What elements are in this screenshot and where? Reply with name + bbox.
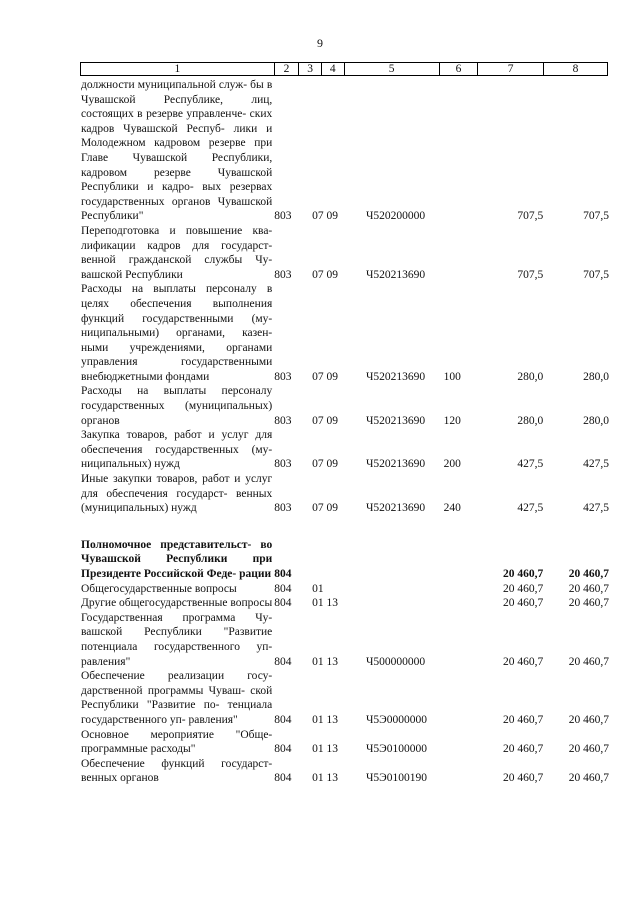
header-col-6: 6 bbox=[439, 63, 477, 75]
row-section-code: 01 13 bbox=[312, 713, 338, 726]
row-section-code: 07 09 bbox=[312, 458, 338, 471]
table-row bbox=[81, 596, 609, 611]
table-row bbox=[81, 472, 609, 516]
row-name: Переподготовка и повышение ква- лификации кадров для государст- венной гражданской службы Чу- вашской Республики bbox=[81, 224, 273, 281]
row-target-article: Ч520213690 bbox=[365, 458, 426, 471]
row-name: Закупка товаров, работ и услуг для обеспечения государственных (му- ниципальных) нужд bbox=[81, 429, 273, 471]
row-amount-col7: 427,5 bbox=[517, 458, 544, 471]
row-target-article: Ч520213690 bbox=[365, 370, 426, 383]
row-amount-col8: 427,5 bbox=[583, 458, 610, 471]
row-amount-col8: 427,5 bbox=[583, 502, 610, 515]
row-ministry-code: 803 bbox=[274, 210, 292, 223]
row-target-article: Ч500000000 bbox=[365, 655, 426, 668]
row-ministry-code: 803 bbox=[274, 370, 292, 383]
row-section-code: 01 13 bbox=[312, 655, 338, 668]
row-expense-type: 120 bbox=[443, 414, 461, 427]
row-ministry-code: 804 bbox=[274, 713, 292, 726]
row-section-code: 07 09 bbox=[312, 502, 338, 515]
row-target-article: Ч5Э0100000 bbox=[365, 743, 428, 756]
table-row bbox=[81, 728, 609, 757]
row-ministry-code: 804 bbox=[274, 582, 292, 595]
row-amount-col8: 20 460,7 bbox=[568, 713, 610, 726]
row-ministry-code: 803 bbox=[274, 502, 292, 515]
row-amount-col8: 20 460,7 bbox=[568, 655, 610, 668]
row-ministry-code: 804 bbox=[274, 772, 292, 785]
row-name: должности муниципальной служ- бы в Чувашской Республике, лиц, состоящих в резерве управленче- ских кадров Чувашской Респуб- лики и Молодежном кадровом резерве при Главе Чувашской Республики, кадровом резерве Чувашской Республики и кадро- вых резервах государственных органов Чувашской Республики" bbox=[81, 79, 273, 223]
row-amount-col7: 20 460,7 bbox=[503, 597, 544, 610]
row-section-code: 07 09 bbox=[312, 268, 338, 281]
row-amount-col7: 427,5 bbox=[517, 502, 544, 515]
row-amount-col8: 707,5 bbox=[583, 210, 610, 223]
row-section-code: 07 09 bbox=[312, 370, 338, 383]
table-row bbox=[81, 538, 609, 582]
row-name: Иные закупки товаров, работ и услуг для обеспечения государст- венных (муниципальных) нужд bbox=[81, 473, 273, 515]
row-amount-col8: 20 460,7 bbox=[568, 772, 610, 785]
header-col-2: 2 bbox=[274, 63, 299, 75]
row-name: Общегосударственные вопросы bbox=[81, 582, 237, 595]
row-ministry-code: 803 bbox=[274, 414, 292, 427]
row-name: Другие общегосударственные вопросы bbox=[81, 597, 273, 610]
table-row bbox=[81, 384, 609, 428]
row-amount-col7: 707,5 bbox=[517, 268, 544, 281]
row-name: Обеспечение функций государст- венных органов bbox=[81, 757, 273, 785]
header-col-1: 1 bbox=[174, 63, 181, 75]
row-section-code: 01 13 bbox=[312, 597, 338, 610]
table-row bbox=[81, 282, 609, 384]
header-col-7: 7 bbox=[477, 63, 543, 75]
row-amount-col7: 20 460,7 bbox=[503, 772, 544, 785]
row-section-code: 01 13 bbox=[312, 772, 338, 785]
row-amount-col7: 280,0 bbox=[517, 414, 544, 427]
row-amount-col8: 280,0 bbox=[583, 414, 610, 427]
row-section-code: 07 09 bbox=[312, 210, 338, 223]
page-number: 9 bbox=[317, 36, 323, 50]
row-target-article: Ч520213690 bbox=[365, 414, 426, 427]
row-amount-col8: 20 460,7 bbox=[568, 582, 610, 595]
row-amount-col7: 280,0 bbox=[517, 370, 544, 383]
table-row bbox=[81, 224, 609, 282]
row-name: Расходы на выплаты персоналу в целях обеспечения выполнения функций государственными (му- ниципальными) органами, казен- ными учреждениями, органами управления государственными внебюджетными фондами bbox=[81, 283, 273, 383]
row-amount-col7: 20 460,7 bbox=[503, 743, 544, 756]
row-amount-col7: 20 460,7 bbox=[503, 582, 544, 595]
row-section-code: 01 bbox=[312, 582, 324, 595]
row-amount-col7: 20 460,7 bbox=[503, 713, 544, 726]
table-row bbox=[81, 611, 609, 669]
table-row bbox=[81, 669, 609, 727]
row-amount-col7: 707,5 bbox=[517, 210, 544, 223]
row-ministry-code: 804 bbox=[274, 655, 292, 668]
row-target-article: Ч520213690 bbox=[365, 268, 426, 281]
row-expense-type: 100 bbox=[443, 370, 461, 383]
row-section-code: 07 09 bbox=[312, 414, 338, 427]
row-name: Государственная программа Чу- вашской Республики "Развитие потенциала государственного уп- равления" bbox=[81, 611, 273, 668]
header-col-8: 8 bbox=[543, 63, 607, 75]
row-expense-type: 240 bbox=[443, 502, 461, 515]
row-spacer bbox=[81, 516, 609, 538]
header-col-3: 3 bbox=[298, 63, 321, 75]
row-amount-col8: 280,0 bbox=[583, 370, 610, 383]
row-name: Обеспечение реализации госу- дарственной программы Чуваш- ской Республики "Развитие по- тенциала государственного уп- равления" bbox=[81, 670, 273, 726]
budget-table-body bbox=[81, 78, 609, 786]
row-amount-col7: 20 460,7 bbox=[503, 568, 544, 580]
row-ministry-code: 803 bbox=[274, 458, 292, 471]
row-ministry-code: 804 bbox=[274, 597, 292, 610]
row-amount-col8: 20 460,7 bbox=[568, 568, 610, 580]
row-name: Основное мероприятие "Обще- программные расходы" bbox=[81, 728, 273, 756]
row-ministry-code: 804 bbox=[274, 568, 292, 580]
row-name: Расходы на выплаты персоналу государственных (муниципальных) органов bbox=[81, 385, 273, 427]
header-col-5: 5 bbox=[344, 63, 439, 75]
row-target-article: Ч5Э0100190 bbox=[365, 772, 428, 785]
row-amount-col7: 20 460,7 bbox=[503, 655, 544, 668]
row-amount-col8: 20 460,7 bbox=[568, 743, 610, 756]
row-target-article: Ч5Э0000000 bbox=[365, 713, 428, 726]
row-amount-col8: 20 460,7 bbox=[568, 597, 610, 610]
table-row bbox=[81, 582, 609, 597]
row-target-article: Ч520200000 bbox=[365, 210, 426, 223]
row-name: Полномочное представительст- во Чувашской Республики при Президенте Российской Феде- рации bbox=[81, 538, 273, 580]
table-row bbox=[81, 78, 609, 224]
row-section-code: 01 13 bbox=[312, 743, 338, 756]
row-expense-type: 200 bbox=[443, 458, 461, 471]
table-row bbox=[81, 757, 609, 786]
table-row bbox=[81, 428, 609, 472]
row-ministry-code: 803 bbox=[274, 268, 292, 281]
table-header bbox=[80, 62, 608, 76]
header-col-4: 4 bbox=[321, 63, 344, 75]
row-target-article: Ч520213690 bbox=[365, 502, 426, 515]
row-ministry-code: 804 bbox=[274, 743, 292, 756]
row-amount-col8: 707,5 bbox=[583, 268, 610, 281]
